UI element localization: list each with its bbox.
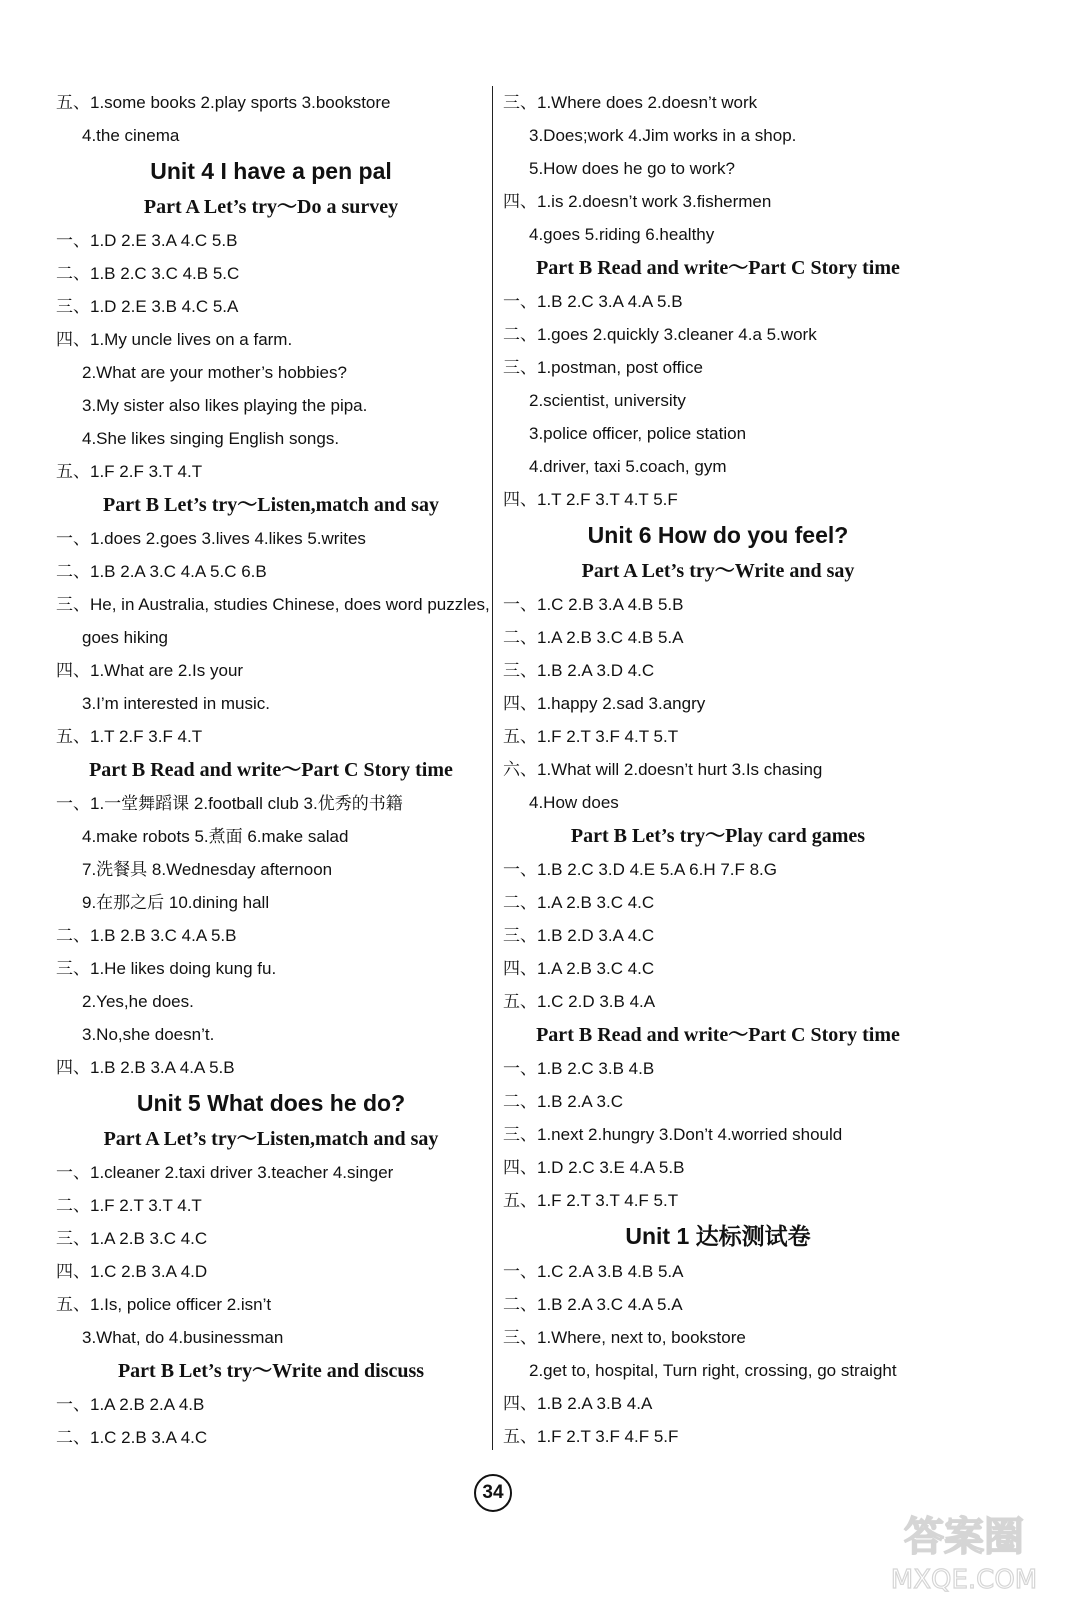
answer-line: 三、He, in Australia, studies Chinese, does word puzzles,: [56, 595, 490, 614]
part-heading: Part B Let’s try～Write and discuss: [117, 1360, 425, 1382]
answer-line: 一、1.D 2.E 3.A 4.C 5.B: [56, 231, 238, 250]
answer-line: 四、1.is 2.doesn’t work 3.fishermen: [503, 192, 772, 211]
answer-line: 3.Does;work 4.Jim works in a shop.: [529, 126, 797, 145]
answer-line: 五、1.Is, police officer 2.isn’t: [56, 1295, 272, 1314]
answer-line: 五、1.F 2.F 3.T 4.T: [56, 462, 203, 481]
part-heading: Part B Read and write～Part C Story time: [89, 759, 453, 781]
unit-heading: Unit 1 达标测试卷: [625, 1223, 811, 1249]
answer-line: 五、1.F 2.T 3.T 4.F 5.T: [503, 1191, 679, 1210]
answer-line: 一、1.does 2.goes 3.lives 4.likes 5.writes: [56, 529, 366, 548]
answer-line: 3.No,she doesn’t.: [82, 1025, 215, 1044]
answer-line: 一、1.B 2.C 3.A 4.A 5.B: [503, 292, 683, 311]
part-heading: Part B Read and write～Part C Story time: [536, 1024, 900, 1046]
answer-line: 2.What are your mother’s hobbies?: [82, 363, 347, 382]
unit-heading: Unit 5 What does he do?: [136, 1090, 406, 1116]
answer-line: 四、1.What are 2.Is your: [56, 661, 244, 680]
answer-line: 三、1.Where, next to, bookstore: [503, 1328, 746, 1347]
answer-line: 三、1.Where does 2.doesn’t work: [503, 93, 758, 112]
answer-line: 五、1.T 2.F 3.F 4.T: [56, 727, 203, 746]
answer-line: 7.洗餐具 8.Wednesday afternoon: [82, 860, 333, 879]
answer-line: 二、1.A 2.B 3.C 4.C: [503, 893, 655, 912]
unit-heading: Unit 4 I have a pen pal: [150, 158, 392, 184]
answer-line: 5.How does he go to work?: [529, 159, 736, 178]
answer-line: 一、1.一堂舞蹈课 2.football club 3.优秀的书籍: [56, 794, 403, 813]
answer-line: 四、1.My uncle lives on a farm.: [56, 330, 293, 349]
watermark-text: 答案圈: [904, 1514, 1024, 1560]
answer-line: 3.My sister also likes playing the pipa.: [82, 396, 368, 415]
answer-line: 2.get to, hospital, Turn right, crossing, go straight: [529, 1361, 897, 1380]
answer-line: 9.在那之后 10.dining hall: [82, 893, 270, 912]
watermark-logo: [874, 1500, 1054, 1595]
answer-line: 三、1.He likes doing kung fu.: [56, 959, 277, 978]
part-heading: Part A Let’s try～Listen,match and say: [103, 1128, 439, 1150]
answer-line: 二、1.C 2.B 3.A 4.C: [56, 1428, 208, 1447]
answer-line: 六、1.What will 2.doesn’t hurt 3.Is chasing: [503, 760, 823, 779]
answer-line: 一、1.A 2.B 2.A 4.B: [56, 1395, 205, 1414]
answer-line: 五、1.F 2.T 3.F 4.T 5.T: [503, 727, 679, 746]
watermark-url: MXQE.COM: [890, 1565, 1038, 1595]
answer-line: 四、1.A 2.B 3.C 4.C: [503, 959, 655, 978]
answer-line: 二、1.B 2.A 3.C 4.A 5.A: [503, 1295, 683, 1314]
answer-line: 三、1.A 2.B 3.C 4.C: [56, 1229, 208, 1248]
answer-line: 三、1.D 2.E 3.B 4.C 5.A: [56, 297, 239, 316]
page-number: 34: [474, 1474, 512, 1512]
answer-line: 二、1.B 2.C 3.C 4.B 5.C: [56, 264, 240, 283]
column-divider: [492, 86, 493, 1450]
answer-line: 二、1.B 2.A 3.C 4.A 5.C 6.B: [56, 562, 267, 581]
answer-line: 4.make robots 5.煮面 6.make salad: [82, 827, 349, 846]
answer-line: 2.Yes,he does.: [82, 992, 194, 1011]
answer-line: 4.She likes singing English songs.: [82, 429, 340, 448]
answer-line: 四、1.B 2.A 3.B 4.A: [503, 1394, 653, 1413]
answer-line: 2.scientist, university: [529, 391, 686, 410]
answer-line: 二、1.B 2.A 3.C: [503, 1092, 623, 1111]
answer-line: 三、1.postman, post office: [503, 358, 704, 377]
answer-line: 4.How does: [529, 793, 619, 812]
part-heading: Part B Let’s try～Listen,match and say: [103, 494, 439, 516]
answer-line: 一、1.C 2.A 3.B 4.B 5.A: [503, 1262, 684, 1281]
part-heading: Part B Read and write～Part C Story time: [536, 257, 900, 279]
part-heading: Part B Let’s try～Play card games: [570, 825, 866, 847]
answer-line: 三、1.B 2.D 3.A 4.C: [503, 926, 655, 945]
answer-line: 三、1.next 2.hungry 3.Don’t 4.worried should: [503, 1125, 843, 1144]
answer-line: 二、1.B 2.B 3.C 4.A 5.B: [56, 926, 237, 945]
answer-line: 4.the cinema: [82, 126, 180, 145]
answer-line: 五、1.F 2.T 3.F 4.F 5.F: [503, 1427, 679, 1446]
right-column: [503, 86, 933, 1453]
answer-line: 四、1.T 2.F 3.T 4.T 5.F: [503, 490, 678, 509]
answer-line: 一、1.cleaner 2.taxi driver 3.teacher 4.singer: [56, 1163, 394, 1182]
answer-line: 五、1.some books 2.play sports 3.bookstore: [56, 93, 391, 112]
answer-line: 一、1.C 2.B 3.A 4.B 5.B: [503, 595, 684, 614]
answer-line: 二、1.A 2.B 3.C 4.B 5.A: [503, 628, 684, 647]
left-column: [56, 86, 490, 1454]
answer-line: 一、1.B 2.C 3.D 4.E 5.A 6.H 7.F 8.G: [503, 860, 778, 879]
answer-line: 4.driver, taxi 5.coach, gym: [529, 457, 727, 476]
answer-line: 3.police officer, police station: [529, 424, 747, 443]
answer-line: 四、1.B 2.B 3.A 4.A 5.B: [56, 1058, 235, 1077]
answer-line: 3.What, do 4.businessman: [82, 1328, 284, 1347]
answer-line: 四、1.happy 2.sad 3.angry: [503, 694, 706, 713]
answer-line: goes hiking: [82, 628, 169, 647]
part-heading: Part A Let’s try～Write and say: [581, 560, 855, 582]
answer-line: 四、1.C 2.B 3.A 4.D: [56, 1262, 208, 1281]
part-heading: Part A Let’s try～Do a survey: [143, 196, 399, 218]
answer-line: 4.goes 5.riding 6.healthy: [529, 225, 715, 244]
unit-heading: Unit 6 How do you feel?: [587, 522, 849, 548]
answer-line: 3.I’m interested in music.: [82, 694, 271, 713]
answer-line: 三、1.B 2.A 3.D 4.C: [503, 661, 655, 680]
answer-line: 一、1.B 2.C 3.B 4.B: [503, 1059, 655, 1078]
answer-line: 四、1.D 2.C 3.E 4.A 5.B: [503, 1158, 685, 1177]
answer-line: 二、1.goes 2.quickly 3.cleaner 4.a 5.work: [503, 325, 817, 344]
answer-line: 五、1.C 2.D 3.B 4.A: [503, 992, 656, 1011]
answer-line: 二、1.F 2.T 3.T 4.T: [56, 1196, 202, 1215]
